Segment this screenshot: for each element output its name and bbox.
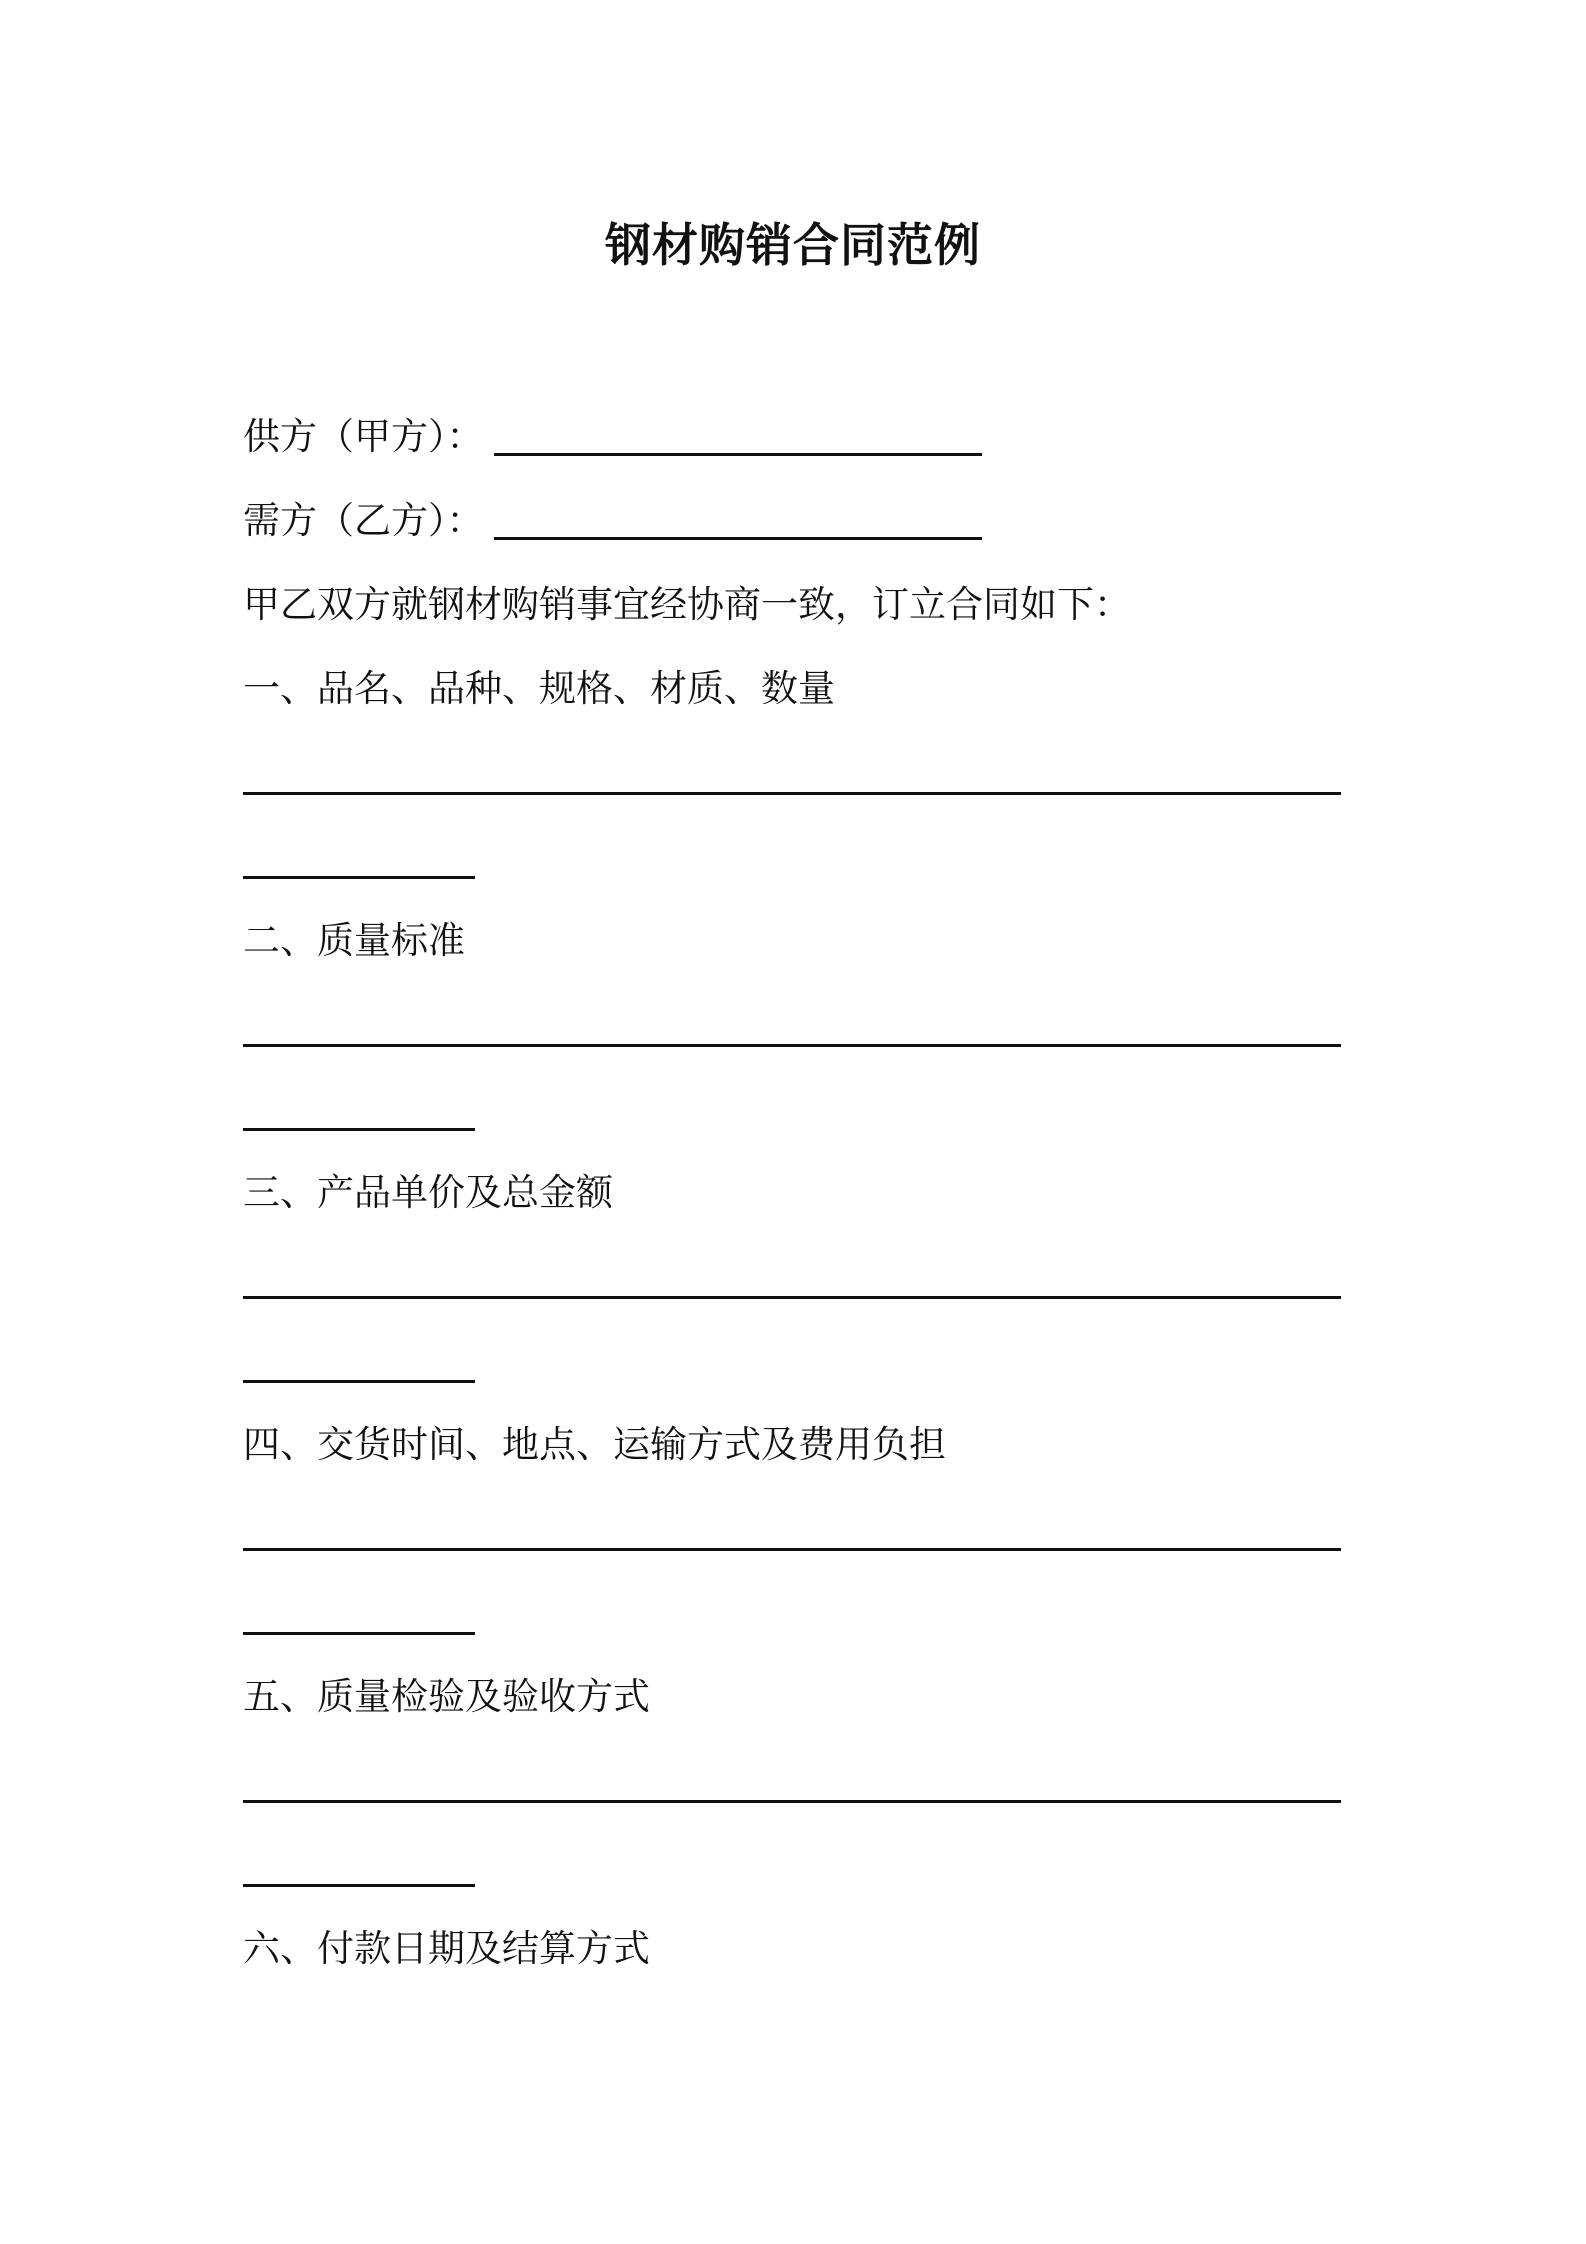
section-heading: 五、质量检验及验收方式 <box>243 1675 650 1718</box>
section-heading: 四、交货时间、地点、运输方式及费用负担 <box>243 1423 946 1466</box>
buyer-label: 需方（乙方）： <box>243 499 484 542</box>
section-heading: 三、产品单价及总金额 <box>243 1171 613 1214</box>
fill-line-full <box>243 1548 1341 1551</box>
section-heading: 一、品名、品种、规格、材质、数量 <box>243 667 835 710</box>
buyer-line <box>243 496 982 546</box>
fill-line-full <box>243 1800 1341 1803</box>
supplier-line <box>243 412 982 462</box>
fill-line-short <box>243 1380 475 1383</box>
fill-line-short <box>243 1632 475 1635</box>
section-heading: 六、付款日期及结算方式 <box>243 1927 650 1970</box>
document-title: 钢材购销合同范例 <box>605 218 981 272</box>
supplier-blank <box>494 453 982 456</box>
intro-text: 甲乙双方就钢材购销事宜经协商一致，订立合同如下： <box>243 583 1131 626</box>
fill-line-full <box>243 1044 1341 1047</box>
fill-line-short <box>243 1128 475 1131</box>
section-heading: 二、质量标准 <box>243 919 465 962</box>
fill-line-full <box>243 792 1341 795</box>
fill-line-short <box>243 876 475 879</box>
supplier-label: 供方（甲方）： <box>243 415 484 458</box>
buyer-blank <box>494 537 982 540</box>
fill-line-full <box>243 1296 1341 1299</box>
fill-line-short <box>243 1884 475 1887</box>
